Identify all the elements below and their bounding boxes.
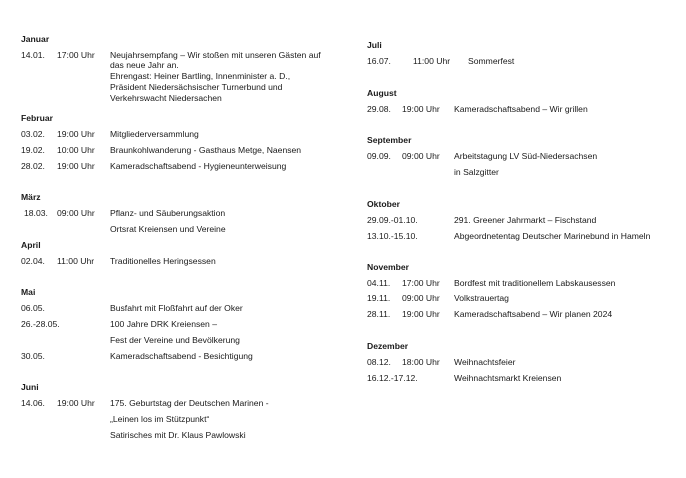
- event-text: Traditionelles Heringsessen: [110, 256, 216, 266]
- event-text: Kameradschaftsabend – Wir grillen: [454, 104, 588, 114]
- event-time: 09:00 Uhr: [402, 151, 440, 161]
- month-heading-august: August: [367, 88, 397, 98]
- month-heading-november: November: [367, 262, 410, 272]
- month-heading-september: September: [367, 135, 412, 145]
- event-text: Bordfest mit traditionellem Labskausessen: [454, 278, 616, 288]
- event-date: 02.04.: [21, 256, 45, 266]
- event-time: 19:00 Uhr: [402, 104, 440, 114]
- month-heading-februar: Februar: [21, 113, 53, 123]
- event-text: Sommerfest: [468, 56, 515, 66]
- event-text: 175. Geburtstag der Deutschen Marinen -: [110, 398, 269, 408]
- event-date: 03.02.: [21, 129, 45, 139]
- event-text: Satirisches mit Dr. Klaus Pawlowski: [110, 430, 246, 440]
- event-text: Kameradschaftsabend - Besichtigung: [110, 351, 253, 361]
- event-text: in Salzgitter: [454, 167, 499, 177]
- event-text: Ehrengast: Heiner Bartling, Innenminister a. D.,: [110, 71, 291, 81]
- event-date: 19.11.: [367, 293, 391, 303]
- event-date: 28.11.: [367, 309, 391, 319]
- event-date: 09.09.: [367, 151, 391, 161]
- event-text: Präsident Niedersächsischer Turnerbund und: [110, 82, 283, 92]
- month-heading-juni: Juni: [21, 382, 39, 392]
- event-text: Pflanz- und Säuberungsaktion: [110, 208, 226, 218]
- month-heading-april: April: [21, 240, 41, 250]
- event-date: 14.06.: [21, 398, 45, 408]
- event-date: 30.05.: [21, 351, 45, 361]
- event-time: 19:00 Uhr: [57, 398, 95, 408]
- event-date: 26.-28.05.: [21, 319, 60, 329]
- event-date: 16.12.-17.12.: [367, 373, 418, 383]
- event-date: 04.11.: [367, 278, 391, 288]
- event-date: 08.12.: [367, 357, 391, 367]
- event-text: Verkehrswacht Niedersachen: [110, 93, 222, 103]
- event-time: 11:00 Uhr: [413, 56, 451, 66]
- event-text: Kameradschaftsabend - Hygieneunterweisung: [110, 161, 287, 171]
- event-text: Volkstrauertag: [454, 293, 509, 303]
- event-date: 14.01.: [21, 50, 45, 60]
- event-time: 11:00 Uhr: [57, 256, 95, 266]
- event-time: 17:00 Uhr: [57, 50, 95, 60]
- event-text: Abgeordnetentag Deutscher Marinebund in Hameln: [454, 231, 651, 241]
- month-heading-januar: Januar: [21, 34, 50, 44]
- event-date: 18.03.: [24, 208, 48, 218]
- event-time: 19:00 Uhr: [57, 129, 95, 139]
- event-text: das neue Jahr an.: [110, 60, 179, 70]
- month-heading-oktober: Oktober: [367, 199, 400, 209]
- event-time: 10:00 Uhr: [57, 145, 95, 155]
- month-heading-mai: Mai: [21, 287, 36, 297]
- event-time: 19:00 Uhr: [57, 161, 95, 171]
- event-text: „Leinen los im Stützpunkt“: [110, 414, 210, 424]
- event-date: 28.02.: [21, 161, 45, 171]
- month-heading-juli: Juli: [367, 40, 382, 50]
- event-text: Ortsrat Kreiensen und Vereine: [110, 224, 226, 234]
- event-date: 19.02.: [21, 145, 45, 155]
- event-text: 100 Jahre DRK Kreiensen –: [110, 319, 218, 329]
- event-text: Weihnachtsmarkt Kreiensen: [454, 373, 562, 383]
- event-time: 17:00 Uhr: [402, 278, 440, 288]
- event-time: 18:00 Uhr: [402, 357, 440, 367]
- event-date: 13.10.-15.10.: [367, 231, 418, 241]
- event-date: 06.05.: [21, 303, 45, 313]
- event-date: 16.07.: [367, 56, 391, 66]
- event-text: Weihnachtsfeier: [454, 357, 516, 367]
- event-text: Busfahrt mit Floßfahrt auf der Oker: [110, 303, 243, 313]
- event-text: Braunkohlwanderung - Gasthaus Metge, Naensen: [110, 145, 302, 155]
- event-date: 29.09.-01.10.: [367, 215, 418, 225]
- event-text: Fest der Vereine und Bevölkerung: [110, 335, 240, 345]
- event-text: 291. Greener Jahrmarkt – Fischstand: [454, 215, 597, 225]
- event-time: 09:00 Uhr: [57, 208, 95, 218]
- month-heading-dezember: Dezember: [367, 341, 409, 351]
- month-heading-maerz: März: [21, 192, 41, 202]
- event-text: Neujahrsempfang – Wir stoßen mit unseren Gästen auf: [110, 50, 321, 60]
- event-time: 09:00 Uhr: [402, 293, 440, 303]
- event-text: Arbeitstagung LV Süd-Niedersachsen: [454, 151, 598, 161]
- event-text: Mitgliederversammlung: [110, 129, 199, 139]
- event-text: Kameradschaftsabend – Wir planen 2024: [454, 309, 613, 319]
- event-date: 29.08.: [367, 104, 391, 114]
- event-time: 19:00 Uhr: [402, 309, 440, 319]
